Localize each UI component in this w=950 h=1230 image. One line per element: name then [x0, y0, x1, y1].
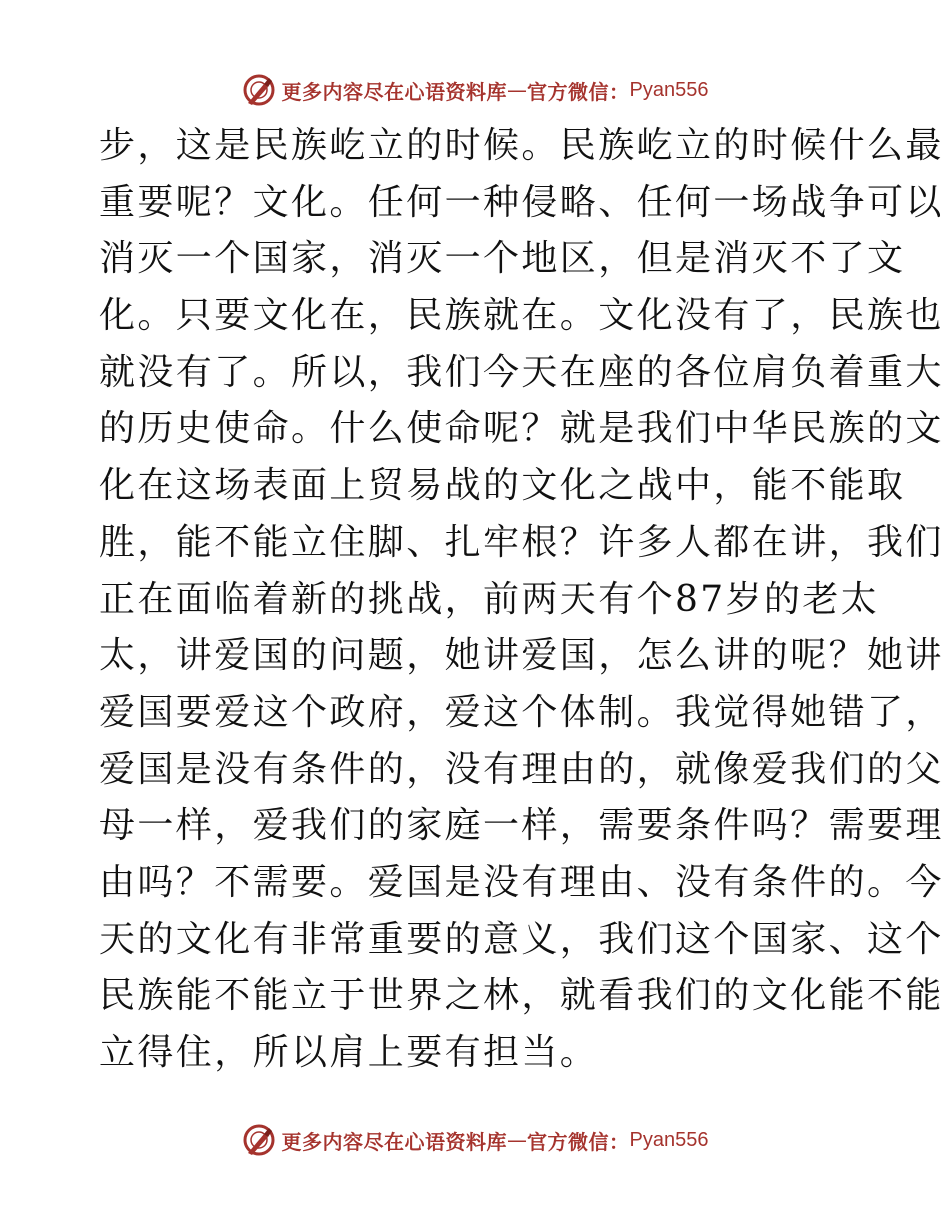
pen-circle-logo-icon — [242, 73, 276, 107]
footer-wechat-label: 官方微信： — [527, 1129, 630, 1154]
body-line: 重要呢？文化。任何一种侵略、任何一场战争可以 — [99, 181, 944, 223]
header-wechat-id: Pyan556 — [629, 78, 709, 101]
body-line: 就没有了。所以，我们今天在座的各位肩负着重大 — [99, 351, 944, 393]
body-line: 化在这场表面上贸易战的文化之战中，能不能取 — [99, 465, 906, 507]
header-wechat-label: 官方微信： — [527, 79, 630, 104]
body-line: 太，讲爱国的问题，她讲爱国，怎么讲的呢？她讲 — [99, 635, 944, 677]
header-banner — [0, 70, 950, 110]
body-line: 化。只要文化在，民族就在。文化没有了，民族也 — [99, 295, 944, 337]
header-dash: — — [507, 78, 528, 102]
footer-banner — [0, 1120, 950, 1160]
pen-circle-logo-icon — [242, 1123, 276, 1157]
body-line: 步，这是民族屹立的时候。民族屹立的时候什么最 — [99, 125, 944, 166]
footer-dash: — — [507, 1128, 528, 1152]
footer-title: 更多内容尽在心语资料库 — [281, 1129, 508, 1154]
body-line: 母一样，爱我们的家庭一样，需要条件吗？需要理 — [99, 805, 944, 847]
body-line: 立得住，所以肩上要有担当。 — [99, 1032, 599, 1073]
footer-wechat-id: Pyan556 — [629, 1128, 709, 1151]
body-line: 胜，能不能立住脚、扎牢根？许多人都在讲，我们 — [99, 521, 944, 563]
body-line: 由吗？不需要。爱国是没有理由、没有条件的。今 — [99, 861, 944, 903]
body-line: 的历史使命。什么使命呢？就是我们中华民族的文 — [99, 408, 944, 450]
body-line: 爱国要爱这个政府，爱这个体制。我觉得她错了， — [99, 691, 944, 733]
body-line: 消灭一个国家，消灭一个地区，但是消灭不了文 — [99, 238, 906, 280]
body-line: 天的文化有非常重要的意义，我们这个国家、这个 — [99, 918, 944, 960]
article-body — [99, 118, 944, 1082]
body-line: 爱国是没有条件的，没有理由的，就像爱我们的父 — [99, 748, 944, 790]
header-title: 更多内容尽在心语资料库 — [281, 79, 508, 104]
body-line: 民族能不能立于世界之林，就看我们的文化能不能 — [99, 975, 944, 1017]
body-line: 正在面临着新的挑战，前两天有个87岁的老太 — [99, 578, 880, 620]
